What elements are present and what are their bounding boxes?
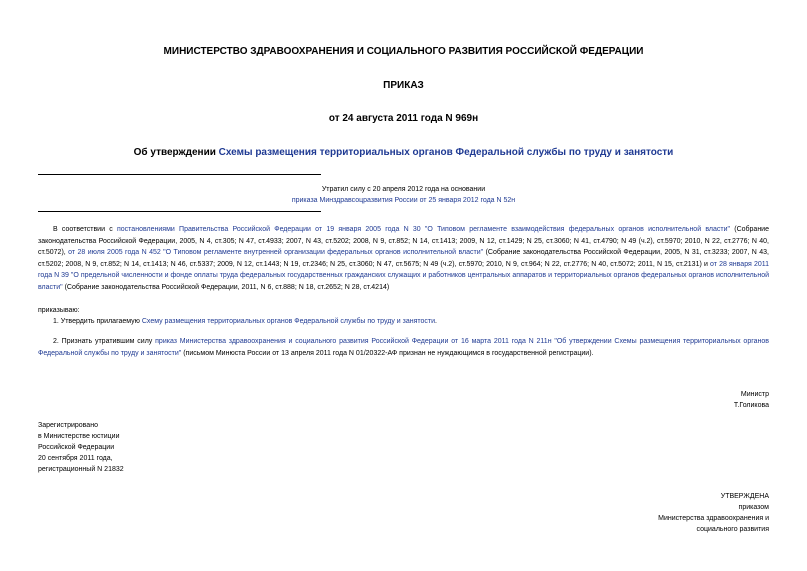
signature-block xyxy=(734,389,769,411)
item-1-text: 1. Утвердить прилагаемую xyxy=(53,318,142,325)
item-1 xyxy=(53,316,769,327)
preamble-link-1[interactable]: постановлениями Правительства Российской Федерации от 19 января 2005 года N 30 "О Типовом регламенте взаимодействия федеральных органов исполнительной власти" xyxy=(117,226,730,233)
revocation-note xyxy=(0,184,807,206)
registration-line: в Министерстве юстиции xyxy=(38,433,120,440)
item-1-end: . xyxy=(435,318,437,325)
item-2-text: 2. Признать утратившим силу xyxy=(53,338,156,345)
registration-line: регистрационный N 21832 xyxy=(38,466,124,473)
approval-line: Министерства здравоохранения и xyxy=(658,515,769,522)
order-word: приказываю: xyxy=(38,307,80,314)
approval-block xyxy=(658,491,769,535)
signature-name: Т.Голикова xyxy=(733,402,769,409)
revocation-line-1: Утратил силу с 20 апреля 2012 года на основании xyxy=(321,186,486,193)
approval-line: УТВЕРЖДЕНА xyxy=(720,493,769,500)
registration-line: Российской Федерации xyxy=(38,444,115,451)
registration-block xyxy=(38,420,124,475)
title-prefix: Об утверждении xyxy=(133,147,219,158)
approval-line: социального развития xyxy=(696,526,769,533)
signature-title: Министр xyxy=(740,391,769,398)
title-link[interactable]: Схемы размещения территориальных органов Федеральной службы по труду и занятости xyxy=(218,147,674,158)
ministry-heading: МИНИСТЕРСТВО ЗДРАВООХРАНЕНИЯ И СОЦИАЛЬНОГО РАЗВИТИЯ РОССИЙСКОЙ ФЕДЕРАЦИИ xyxy=(163,46,644,57)
approval-line: приказом xyxy=(738,504,769,511)
registration-line: 20 сентября 2011 года, xyxy=(38,455,113,462)
preamble-text-2: (Собрание законодательства Российской Федерации, 2005, N 4, ст.305; N 47, ст.4933; 2007, N 43, ст.5202; 2008, N 9, ст.852; N 14, ст.1413; 2009, N 12, ст.1429; N 25, ст.3060; N 41, ст.4790; N 49 (ч.2), ст.5970; 2010, N 22, ст.2776; N 40, ст.5072), xyxy=(38,226,769,256)
divider-top xyxy=(38,174,321,175)
document-title xyxy=(0,147,807,158)
item-1-link[interactable]: Схему размещения территориальных органов Федеральной службы по труду и занятости xyxy=(141,318,436,325)
revocation-link[interactable]: приказа Минздравсоцразвития России от 25 января 2012 года N 52н xyxy=(291,197,516,204)
preamble-link-2[interactable]: от 28 июля 2005 года N 452 "О Типовом регламенте внутренней организации федеральных органов исполнительной власти" xyxy=(68,249,484,256)
date-number: от 24 августа 2011 года N 969н xyxy=(328,113,479,124)
preamble-paragraph xyxy=(38,224,769,293)
divider-bottom xyxy=(38,211,321,212)
item-2-end: (письмом Минюста России от 13 апреля 2011 года N 01/20322-АФ признан не нуждающимся в государственной регистрации). xyxy=(181,349,594,357)
preamble-link-3[interactable]: от 28 января 2011 года N 39 "О предельной численности и фонде оплаты труда федеральных государственных гражданских служащих и работников центральных аппаратов и территориальных органов федеральных органов исполнительной власти" xyxy=(38,260,770,291)
item-2-link[interactable]: приказ Министерства здравоохранения и социального развития Российской Федерации от 16 марта 2011 года N 211н "Об утверждении Схемы размещения территориальных органов Федеральной службы по труду и занятости" xyxy=(38,338,769,357)
preamble-text-3: (Собрание законодательства Российской Федерации, 2005, N 31, ст.3233; 2007, N 43, ст.5202; 2008, N 9, ст.852; N 14, ст.1413; N 46, ст.5337; 2009, N 12, ст.1443; N 19, ст.2346; N 25, ст.3060; N 47, ст.5675; N 49 (ч.2), ст.5970; 2010, N 9, ст.964; N 22, ст.2776; N 40, ст.5072; 2011, N 15, ст.2131) и xyxy=(38,249,770,268)
preamble-text-1: В соответствии с xyxy=(53,226,117,233)
registration-line: Зарегистрировано xyxy=(38,422,98,429)
doc-type-heading: ПРИКАЗ xyxy=(383,80,424,91)
item-2 xyxy=(38,336,769,359)
preamble-text-4: (Собрание законодательства Российской Федерации, 2011, N 6, ст.888; N 18, ст.2652; N 28, ст.4214) xyxy=(62,283,390,291)
